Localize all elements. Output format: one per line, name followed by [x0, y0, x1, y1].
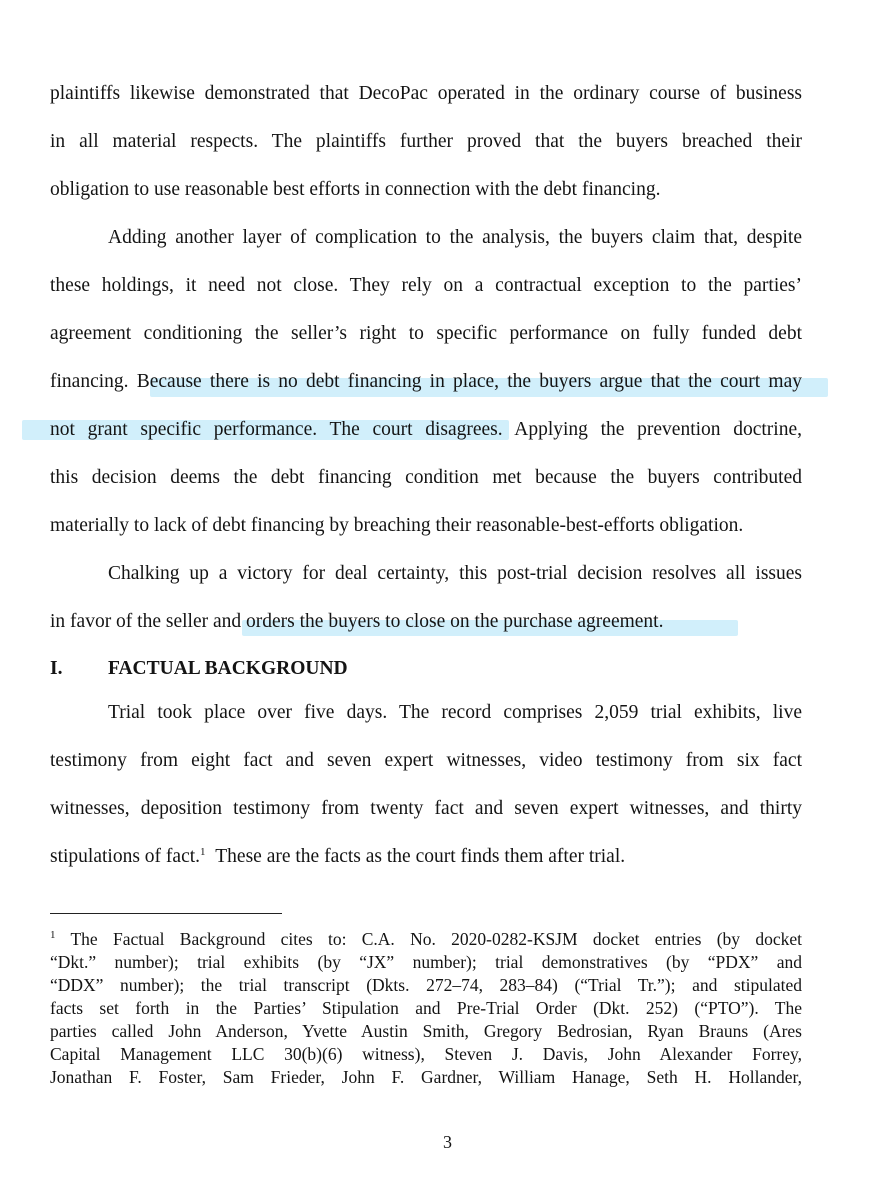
footnote-line: parties called John Anderson, Yvette Austin Smith, Gregory Bedrosian, Ryan Brauns (Ares — [50, 1021, 802, 1041]
footnote-line: Capital Management LLC 30(b)(6) witness), Steven J. Davis, John Alexander Forrey, — [50, 1044, 802, 1064]
page-number: 3 — [443, 1132, 452, 1152]
section-title: FACTUAL BACKGROUND — [108, 658, 348, 679]
footnote-reference[interactable]: 1 — [200, 846, 206, 858]
footnote-line: “DDX” number); the trial transcript (Dkts. 272–74, 283–84) (“Trial Tr.”); and stipulated — [50, 975, 802, 995]
text-span: These are the facts as the court finds them after trial. — [215, 846, 626, 867]
text-line — [50, 845, 802, 869]
text-span: stipulations of fact. — [50, 846, 201, 867]
text-line: agreement conditioning the seller’s right to specific performance on fully funded debt — [50, 323, 802, 344]
text-line: testimony from eight fact and seven expert witnesses, video testimony from six fact — [50, 750, 802, 771]
text-line: obligation to use reasonable best efforts in connection with the debt financing. — [50, 179, 661, 200]
highlighted-text-line: financing. Because there is no debt financing in place, the buyers argue that the court may — [50, 371, 802, 392]
text-line: materially to lack of debt financing by breaching their reasonable-best-efforts obligation. — [50, 515, 744, 536]
footnote-line: Jonathan F. Foster, Sam Frieder, John F. Gardner, William Hanage, Seth H. Hollander, — [50, 1067, 802, 1087]
text-line: Chalking up a victory for deal certainty, this post-trial decision resolves all issues — [108, 563, 802, 584]
text-line: plaintiffs likewise demonstrated that DecoPac operated in the ordinary course of business — [50, 83, 802, 104]
text-line: Trial took place over five days. The record comprises 2,059 trial exhibits, live — [108, 702, 802, 723]
footnote-line: facts set forth in the Parties’ Stipulation and Pre-Trial Order (Dkt. 252) (“PTO”). The — [50, 998, 802, 1018]
text-line: Adding another layer of complication to the analysis, the buyers claim that, despite — [108, 227, 802, 248]
footnote-line: “Dkt.” number); trial exhibits (by “JX” number); trial demonstratives (by “PDX” and — [50, 952, 802, 972]
footnote-marker: 1 — [50, 929, 56, 941]
highlighted-text-line: in favor of the seller and orders the buyers to close on the purchase agreement. — [50, 611, 664, 632]
text-line: this decision deems the debt financing condition met because the buyers contributed — [50, 467, 802, 488]
text-line: these holdings, it need not close. They rely on a contractual exception to the parties’ — [50, 275, 802, 296]
section-number: I. — [50, 658, 63, 679]
highlighted-text-line: not grant specific performance. The court disagrees. Applying the prevention doctrine, — [50, 419, 802, 440]
text-span: The Factual Background cites to: C.A. No. 2020-0282-KSJM docket entries (by docket — [70, 929, 803, 949]
text-line: in all material respects. The plaintiffs further proved that the buyers breached their — [50, 131, 802, 152]
section-heading — [50, 657, 348, 681]
footnote-line — [50, 928, 802, 950]
text-line: witnesses, deposition testimony from twenty fact and seven expert witnesses, and thirty — [50, 798, 802, 819]
footnote-separator — [50, 913, 282, 914]
